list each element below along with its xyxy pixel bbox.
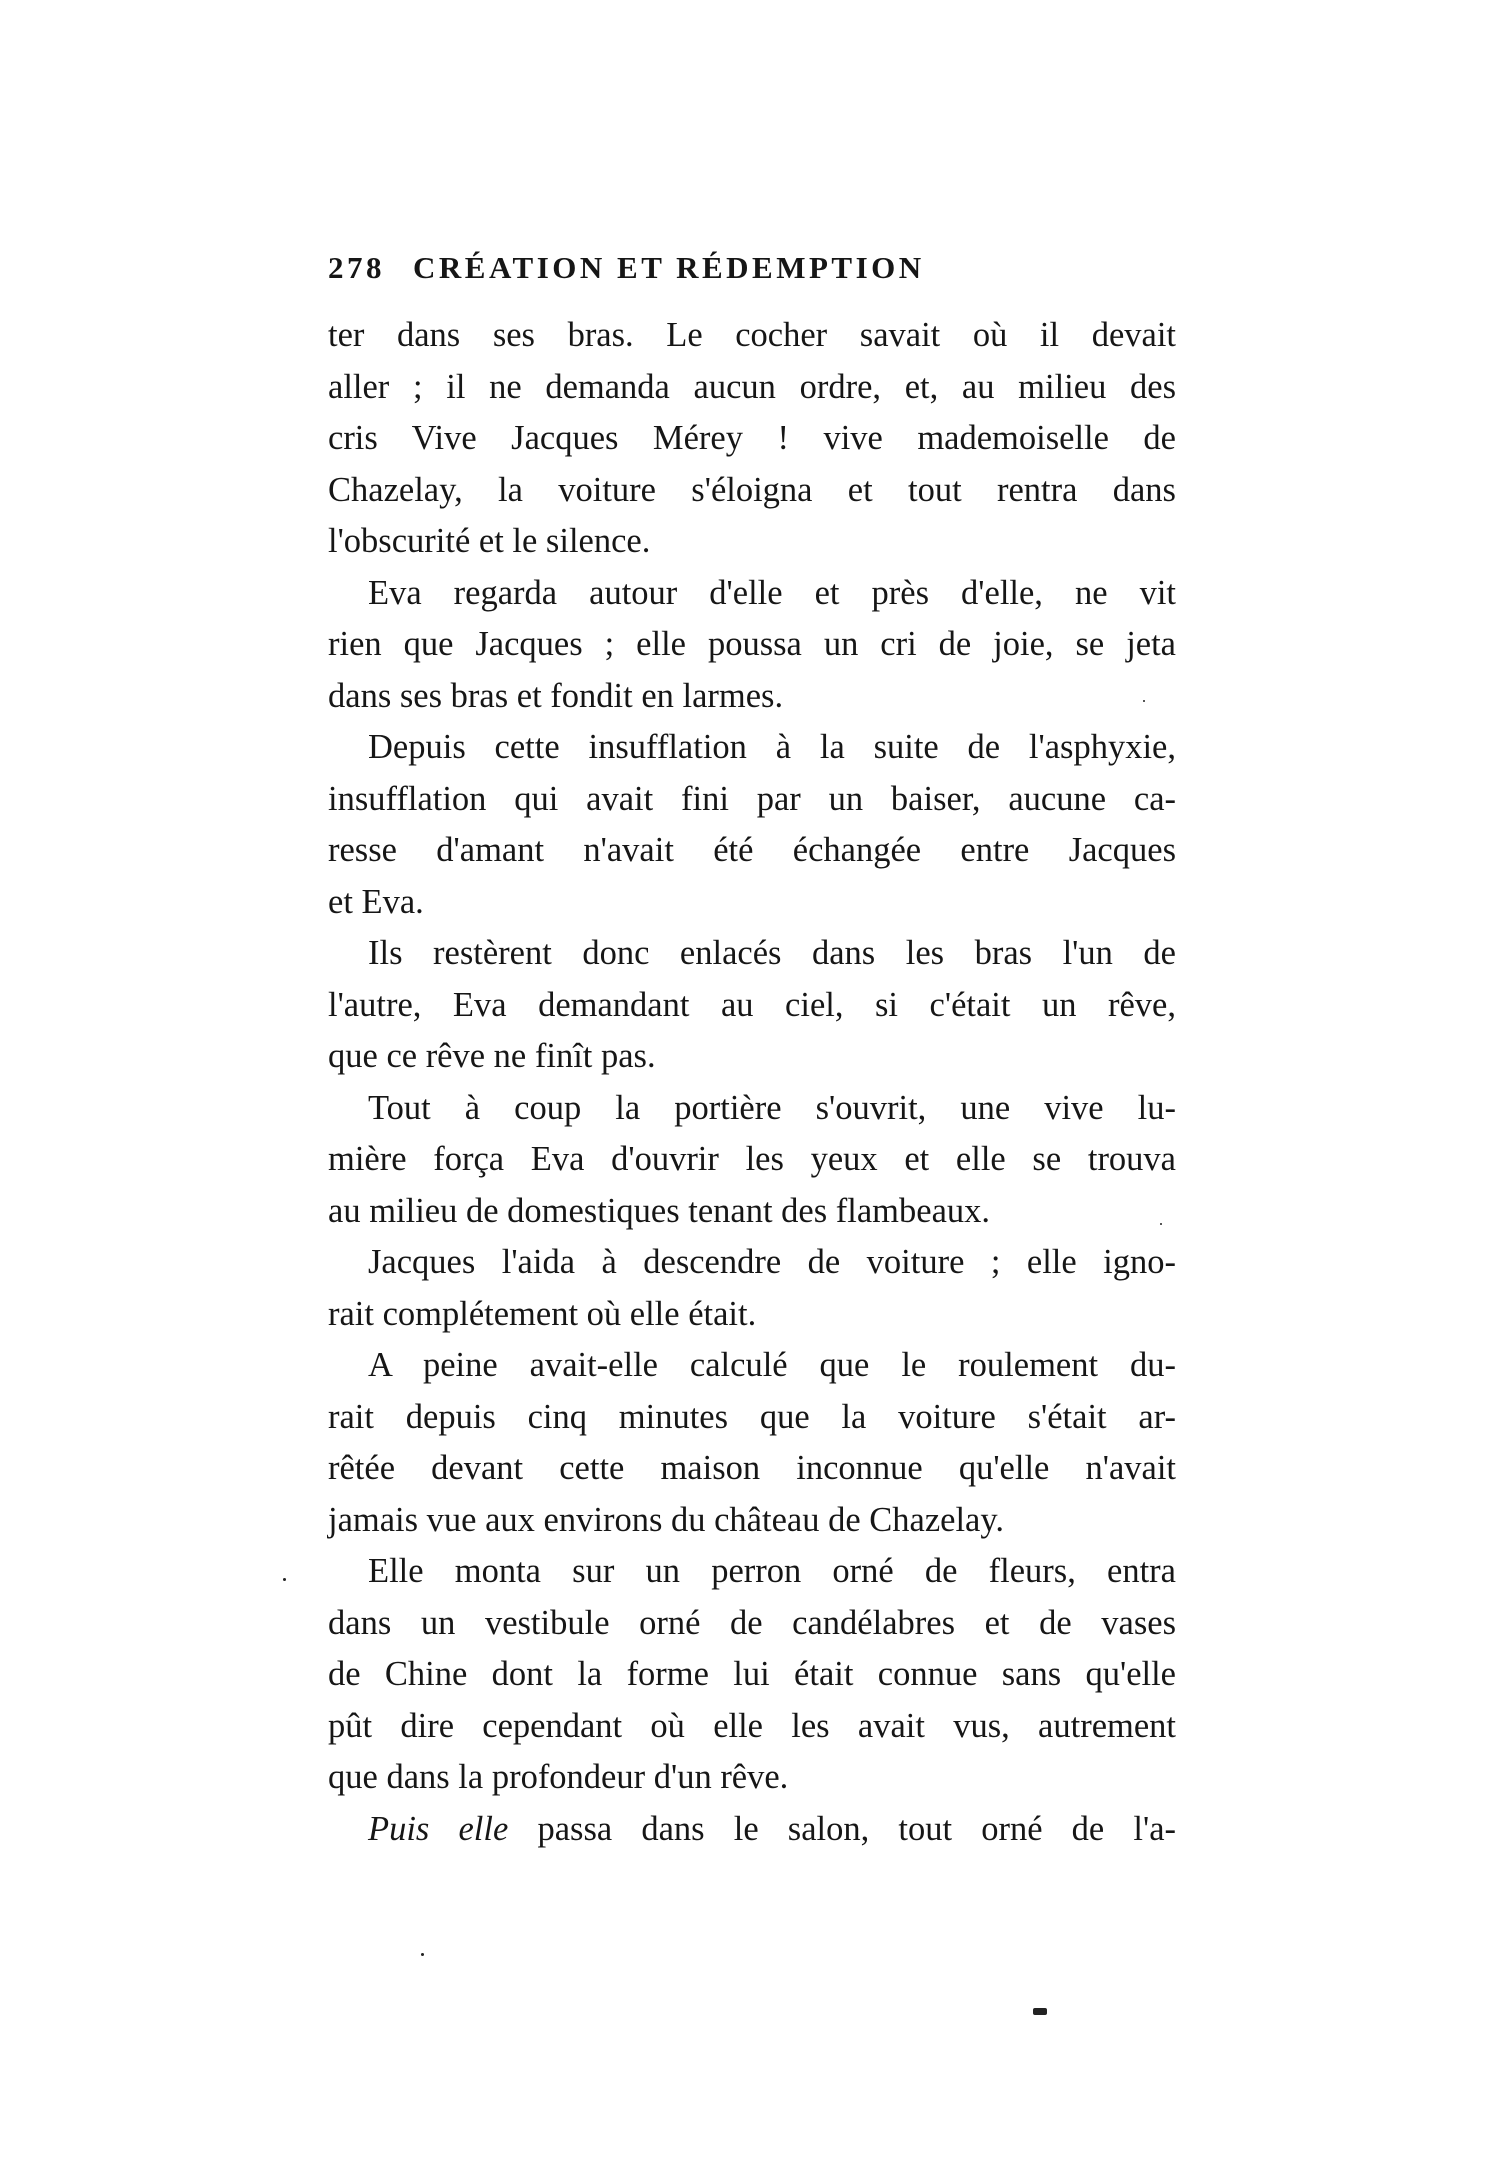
- paragraph-7: [328, 1340, 1176, 1546]
- text-line: Tout à coup la portière s'ouvrit, une vive lu-: [368, 1088, 1176, 1127]
- text-line: jamais vue aux environs du château de Chazelay.: [328, 1500, 1005, 1539]
- text-line: Elle monta sur un perron orné de fleurs, entra: [368, 1552, 1176, 1590]
- text-line: rien que Jacques ; elle poussa un cri de joie, se jeta: [328, 625, 1176, 663]
- text-line: rait depuis cinq minutes que la voiture s'était ar-: [328, 1397, 1176, 1436]
- text-line: ter dans ses bras. Le cocher savait où il devait: [328, 316, 1176, 354]
- text-line: que ce rêve ne finît pas.: [328, 1037, 656, 1075]
- paragraph-3: [328, 722, 1176, 928]
- text-line: Chazelay, la voiture s'éloigna et tout rentra dans: [328, 470, 1176, 509]
- paragraph-8: [328, 1546, 1176, 1804]
- scan-speck: [283, 1578, 286, 1581]
- text-line: de Chine dont la forme lui était connue sans qu'elle: [328, 1655, 1176, 1693]
- paragraph-1: [328, 310, 1176, 568]
- text-line: que dans la profondeur d'un rêve.: [328, 1758, 789, 1796]
- paragraph-4: [328, 928, 1176, 1083]
- text-line: l'obscurité et le silence.: [328, 522, 651, 560]
- text-line: dans un vestibule orné de candélabres et de vases: [328, 1603, 1176, 1642]
- paragraph-6: [328, 1237, 1176, 1340]
- text-line: rait complétement où elle était.: [328, 1294, 757, 1333]
- scan-speck: [1143, 700, 1145, 702]
- text-line: pût dire cependant où elle les avait vus, autrement: [328, 1706, 1176, 1745]
- text-line: cris Vive Jacques Mérey ! vive mademoiselle de: [328, 419, 1176, 457]
- text-line: resse d'amant n'avait été échangée entre Jacques: [328, 831, 1176, 869]
- text-line: Jacques l'aida à descendre de voiture ; elle igno-: [368, 1243, 1176, 1281]
- text-line: aller ; il ne demanda aucun ordre, et, au milieu des: [328, 367, 1176, 406]
- text-line: A peine avait-elle calculé que le roulement du-: [368, 1346, 1176, 1384]
- text-line: dans ses bras et fondit en larmes.: [328, 676, 784, 715]
- text-line: mière força Eva d'ouvrir les yeux et elle se trouva: [328, 1140, 1176, 1178]
- scan-speck: [421, 1953, 424, 1956]
- text-line: Puis elle passa dans le salon, tout orné de l'a-: [368, 1809, 1176, 1848]
- body-text: [328, 310, 1176, 1855]
- page-number: 278: [328, 250, 385, 285]
- text-line: Ils restèrent donc enlacés dans les bras l'un de: [368, 934, 1176, 972]
- text-line: rêtée devant cette maison inconnue qu'elle n'avait: [328, 1449, 1176, 1487]
- paragraph-5: [328, 1083, 1176, 1238]
- text-line: Depuis cette insufflation à la suite de l'asphyxie,: [368, 728, 1176, 766]
- paragraph-2: [328, 568, 1176, 723]
- text-line: et Eva.: [328, 882, 424, 921]
- scan-speck: [1160, 1223, 1162, 1225]
- running-head: [328, 250, 1188, 294]
- text-line: au milieu de domestiques tenant des flambeaux.: [328, 1191, 991, 1230]
- text-line: Eva regarda autour d'elle et près d'elle, ne vit: [368, 573, 1176, 612]
- text-line: l'autre, Eva demandant au ciel, si c'était un rêve,: [328, 985, 1176, 1024]
- paragraph-9: [328, 1804, 1176, 1856]
- text-line: insufflation qui avait fini par un baiser, aucune ca-: [328, 779, 1176, 818]
- scan-speck: [1033, 2008, 1047, 2015]
- running-title: CRÉATION ET RÉDEMPTION: [413, 250, 925, 285]
